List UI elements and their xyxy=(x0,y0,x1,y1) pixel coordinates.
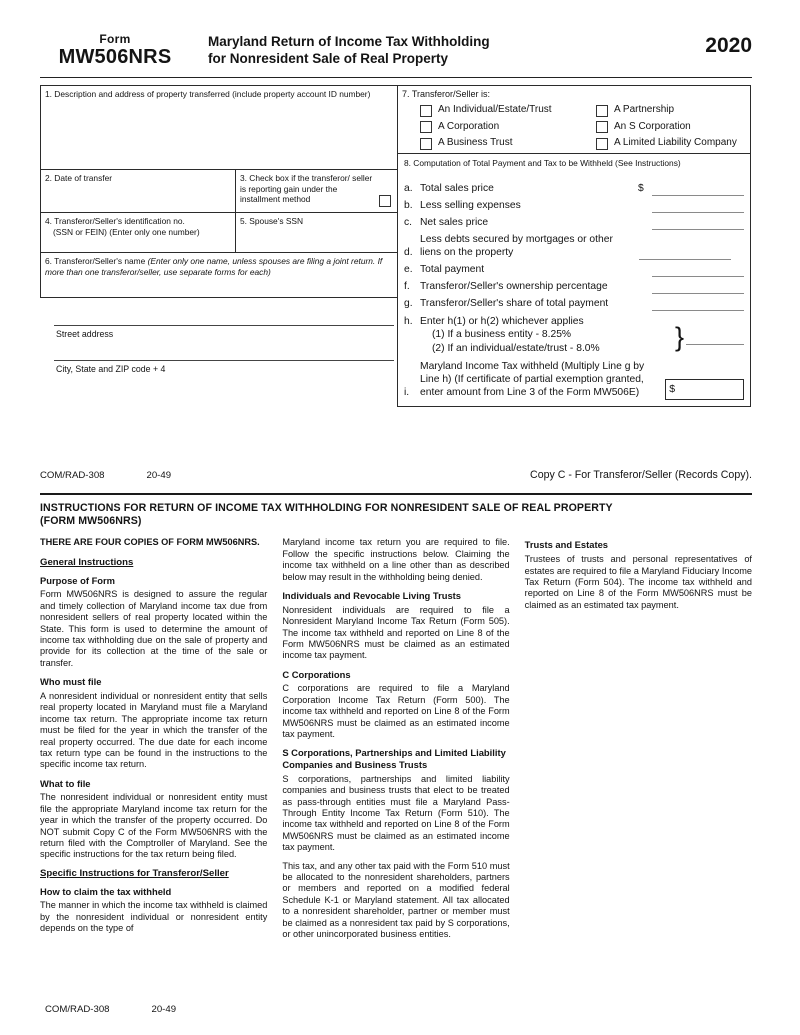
revision-code: 20-49 xyxy=(146,470,172,481)
page-footer xyxy=(45,1004,176,1015)
address-area xyxy=(40,298,398,405)
tax-year: 2020 xyxy=(705,34,752,57)
computation-line-b xyxy=(404,200,744,213)
form-title-line2: for Nonresident Sale of Real Property xyxy=(208,50,449,66)
line-text: Maryland Income Tax withheld (Multiply Line g by Line h) (If certificate of partial exemption granted, enter amount from Line 3 of the Form MW506E) xyxy=(420,361,645,398)
form-left-column xyxy=(40,85,398,405)
seller-name-note: (Enter only one name, unless spouses are filing a joint return. If more than one transferor/seller, use separate forms for each) xyxy=(45,256,383,277)
date-of-transfer-label: 2. Date of transfer xyxy=(45,173,113,183)
form-number: MW506NRS xyxy=(58,46,172,68)
form-code: COM/RAD-308 xyxy=(40,470,105,481)
dollar-sign: $ xyxy=(669,382,676,395)
date-of-transfer-box[interactable] xyxy=(40,169,236,214)
line-text: Total payment xyxy=(420,264,485,276)
instruction-heading: How to claim the tax withheld xyxy=(40,885,172,897)
line-h-sub2: (2) If an individual/estate/trust - 8.0% xyxy=(432,342,600,354)
line-letter: i. xyxy=(404,386,410,398)
instructions-title-line2: (FORM MW506NRS) xyxy=(40,515,142,528)
option-partnership[interactable] xyxy=(596,104,746,117)
line-text: Enter h(1) or h(2) whichever applies xyxy=(420,315,584,327)
line-text: Transferor/Seller's share of total payment xyxy=(420,298,609,310)
amount-line-c[interactable] xyxy=(652,217,744,230)
option-individual-estate-trust[interactable] xyxy=(420,104,596,117)
line-h-text-block xyxy=(420,315,675,355)
option-business-trust[interactable] xyxy=(420,137,596,150)
city-state-zip-label: City, State and ZIP code + 4 xyxy=(56,364,166,374)
instructions-columns xyxy=(40,537,752,947)
withholding-amount-box[interactable] xyxy=(665,379,744,400)
form-right-column xyxy=(397,85,751,405)
form-title-line1: Maryland Return of Income Tax Withholding xyxy=(208,34,490,49)
amount-line-a[interactable] xyxy=(652,183,744,196)
form-label: Form xyxy=(99,32,131,46)
line-letter: b. xyxy=(404,200,413,212)
line-text: Total sales price xyxy=(420,183,494,195)
form-title xyxy=(190,32,705,68)
instructions-column-3 xyxy=(525,537,752,947)
seller-id-sublabel: (SSN or FEIN) (Enter only one number) xyxy=(53,226,200,237)
line-letter: c. xyxy=(404,217,413,229)
amount-line-g[interactable] xyxy=(652,298,744,311)
amount-line-f[interactable] xyxy=(652,281,744,294)
installment-method-box xyxy=(235,169,398,214)
street-address-label: Street address xyxy=(56,329,114,339)
instruction-heading: Who must file xyxy=(40,676,102,688)
computation-line-d xyxy=(404,234,744,260)
instruction-heading: Individuals and Revocable Living Trusts xyxy=(282,590,462,602)
checkbox-label: An Individual/Estate/Trust xyxy=(438,104,552,116)
copy-line xyxy=(40,469,752,481)
amount-line-e[interactable] xyxy=(652,264,744,277)
checkbox-label: A Limited Liability Company xyxy=(614,137,737,149)
checkbox-label: A Business Trust xyxy=(438,137,513,149)
option-corporation[interactable] xyxy=(420,121,596,134)
form-body xyxy=(40,85,752,405)
footer-form-code: COM/RAD-308 xyxy=(45,1004,110,1015)
line-letter: f. xyxy=(404,281,410,293)
computation-line-f xyxy=(404,281,744,294)
computation-line-a xyxy=(404,183,744,196)
dollar-sign: $ xyxy=(638,183,644,195)
line-letter: e. xyxy=(404,264,413,276)
instructions-title xyxy=(40,502,752,528)
instruction-paragraph: S corporations, partnerships and limited liability companies and business trusts that elect to be treated as pass-through entities must file a Maryland Pass-Through Entity Income Tax Return (Form 510). The income tax withheld and reported on Line 8 of the Form MW506NRS must be claimed as an estimated income tax payment. xyxy=(282,773,510,853)
form-id-block xyxy=(40,32,190,69)
computation-line-g xyxy=(404,298,744,311)
seller-type-options xyxy=(402,104,746,150)
instruction-heading: THERE ARE FOUR COPIES OF FORM MW506NRS. xyxy=(40,537,260,548)
line-letter: a. xyxy=(404,183,413,195)
street-address-block xyxy=(54,325,394,339)
checkbox-corporation[interactable] xyxy=(420,121,432,133)
seller-id-label: 4. Transferor/Seller's identification no. xyxy=(45,216,185,226)
computation-line-h xyxy=(404,315,744,355)
instruction-heading: General Instructions xyxy=(40,556,134,568)
computation-line-c xyxy=(404,217,744,230)
option-s-corporation[interactable] xyxy=(596,121,746,134)
instructions-title-line1: INSTRUCTIONS FOR RETURN OF INCOME TAX WITHHOLDING FOR NONRESIDENT SALE OF REAL PROPERTY xyxy=(40,502,613,514)
amount-line-b[interactable] xyxy=(652,200,744,213)
spouse-ssn-box[interactable] xyxy=(235,212,398,253)
computation-label: 8. Computation of Total Payment and Tax to be Withheld (See Instructions) xyxy=(404,157,681,168)
instruction-paragraph: Trustees of trusts and personal representatives of estates are required to file a Maryland Fiduciary Income Tax Return (Form 504). The income tax withheld and reported on Line 8 of the Form MW506NRS must be claimed as an estimated tax payment. xyxy=(524,554,752,610)
copy-designation: Copy C - For Transferor/Seller (Records Copy). xyxy=(530,469,752,481)
checkbox-label: A Partnership xyxy=(614,104,675,116)
line-letter: d. xyxy=(404,247,413,259)
instruction-paragraph: Maryland income tax return you are required to file. Follow the specific instructions below. Claiming the income tax withheld on a line other than as described below may result in the withholding being denied. xyxy=(282,537,510,582)
installment-method-label: 3. Check box if the transferor/ seller is reporting gain under the installment method xyxy=(240,173,373,204)
instruction-paragraph: The nonresident individual or nonresident entity must file the appropriate Maryland income tax return for the year in which the transfer of the property occurred. Do NOT submit Copy C of the Form MW506NRS with the return filed with the Comptroller of Maryland. See the specific instructions for the tax return being filed. xyxy=(40,792,268,860)
installment-checkbox[interactable] xyxy=(379,195,391,207)
line-text: Net sales price xyxy=(420,217,489,229)
checkbox-s-corporation[interactable] xyxy=(596,121,608,133)
checkbox-llc[interactable] xyxy=(596,138,608,150)
property-description-label: 1. Description and address of property transferred (include property account ID number) xyxy=(45,89,371,99)
instruction-heading: Trusts and Estates xyxy=(524,539,609,551)
seller-name-box[interactable] xyxy=(40,252,398,298)
checkbox-label: An S Corporation xyxy=(614,120,691,132)
property-description-box[interactable] xyxy=(40,85,398,170)
checkbox-label: A Corporation xyxy=(438,120,500,132)
computation-line-i xyxy=(404,361,744,400)
amount-line-d[interactable] xyxy=(639,247,731,260)
line-letter: g. xyxy=(404,298,413,310)
line-text: Less debts secured by mortgages or other liens on the property xyxy=(420,234,613,259)
computation-box xyxy=(397,153,751,407)
line-h-sub1: (1) If a business entity - 8.25% xyxy=(432,329,572,341)
option-llc[interactable] xyxy=(596,137,746,150)
instruction-paragraph: Nonresident individuals are required to file a Nonresident Maryland Income Tax Return (Form 505). The income tax withheld and reported on Line 8 of the Form MW506NRS must be claimed as an estimated income tax payment. xyxy=(282,604,510,661)
spouse-ssn-label: 5. Spouse's SSN xyxy=(240,216,304,226)
line-letter: h. xyxy=(404,315,413,327)
amount-line-h[interactable] xyxy=(686,332,744,345)
instruction-paragraph: Form MW506NRS is designed to assure the regular and timely collection of Maryland income tax due from nonresident sellers of real property located within the State. This form is used to determine the amount of income tax withholding due on the sale of property and provide for its collection at the time of the sale or transfer. xyxy=(40,589,268,668)
instruction-heading: Purpose of Form xyxy=(40,574,116,586)
checkbox-partnership[interactable] xyxy=(596,105,608,117)
instruction-heading: C Corporations xyxy=(282,668,351,680)
seller-id-box[interactable] xyxy=(40,212,236,253)
line-text: Less selling expenses xyxy=(420,200,521,212)
seller-name-label: 6. Transferor/Seller's name xyxy=(45,256,148,266)
instruction-heading: Specific Instructions for Transferor/Seller xyxy=(40,867,229,879)
instructions-column-1 xyxy=(40,537,267,947)
seller-type-label: 7. Transferor/Seller is: xyxy=(402,89,491,99)
instruction-paragraph: The manner in which the income tax withheld is claimed by the nonresident individual or nonresident entity depends on the type of xyxy=(40,900,268,934)
checkbox-business-trust[interactable] xyxy=(420,138,432,150)
instruction-paragraph: C corporations are required to file a Maryland Corporation Income Tax Return (Form 500). The income tax withheld and reported on Line 8 of the Form MW506NRS must be claimed as an estimated income tax payment. xyxy=(282,683,510,740)
line-text: Transferor/Seller's ownership percentage xyxy=(420,281,608,293)
section-divider xyxy=(40,493,752,495)
seller-type-box xyxy=(397,85,751,154)
instruction-heading: S Corporations, Partnerships and Limited Liability Companies and Business Trusts xyxy=(282,747,506,771)
city-state-zip-block xyxy=(54,360,394,374)
instruction-paragraph: A nonresident individual or nonresident entity that sells real property located in Maryland must file a Maryland income tax return. The appropriate income tax return must be filed for the year in which the transfer of the real property occurred. The due date for each income tax return type can be found in the instructions to the specific income tax return. xyxy=(40,690,268,770)
brace-glyph: } xyxy=(674,322,684,353)
checkbox-individual-estate-trust[interactable] xyxy=(420,105,432,117)
form-header xyxy=(40,32,752,78)
footer-revision-code: 20-49 xyxy=(151,1004,177,1015)
instruction-paragraph: This tax, and any other tax paid with the Form 510 must be allocated to the nonresident shareholders, partners or members and reported on a modified federal Schedule K-1 or Maryland statement. All tax allocated to a nonresident shareholder, partner or member must be claimed as a nonresident tax paid by S corporations, or other unincorporated business entities. xyxy=(282,860,510,940)
instruction-heading: What to file xyxy=(40,777,91,789)
computation-line-e xyxy=(404,264,744,277)
instructions-column-2 xyxy=(282,537,509,947)
